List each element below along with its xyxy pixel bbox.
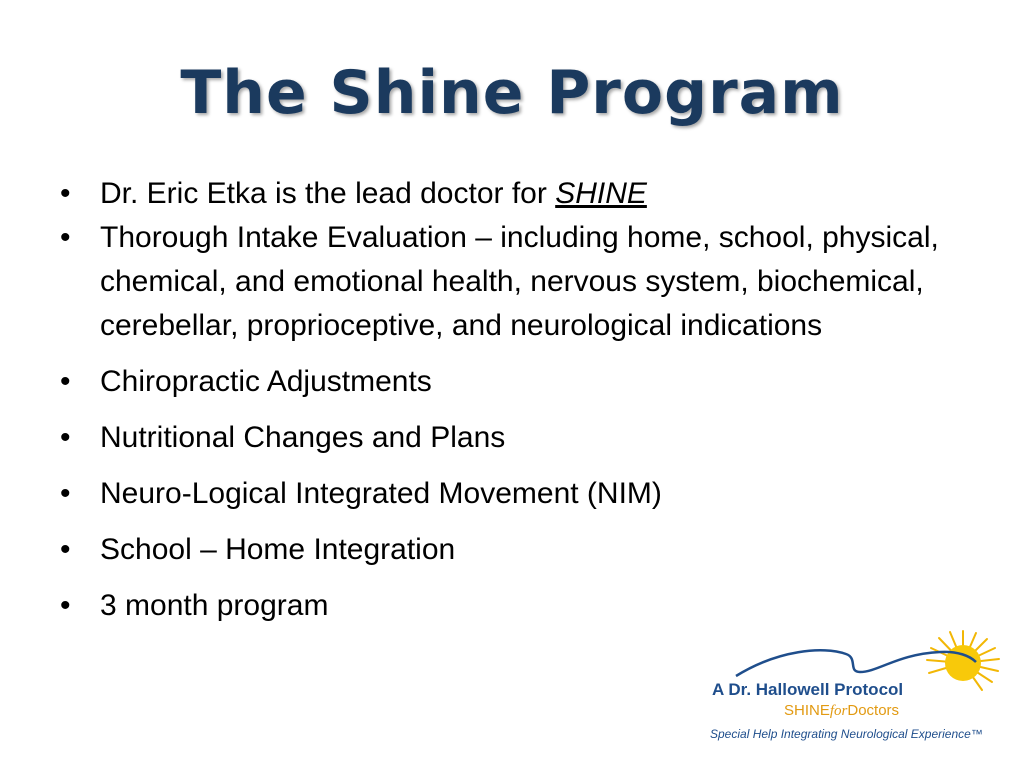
bullet-text: Chiropractic Adjustments: [100, 365, 432, 398]
bullet-list: [58, 172, 958, 628]
bullet-text: Neuro-Logical Integrated Movement (NIM): [100, 477, 662, 510]
logo-protocol-text: A Dr. Hallowell Protocol: [712, 680, 904, 699]
logo-shine-text: [784, 702, 899, 720]
bullet-text: Dr. Eric Etka is the lead doctor for: [100, 177, 556, 210]
bullet-item: [58, 216, 958, 348]
bullet-item: [58, 360, 958, 404]
bullet-text: School – Home Integration: [100, 533, 456, 566]
bullet-item: [58, 528, 958, 572]
bullet-item: [58, 172, 958, 216]
bullet-text: 3 month program: [100, 589, 329, 622]
logo-for-word: for: [829, 703, 848, 719]
bullet-item: [58, 472, 958, 516]
bullet-item: [58, 416, 958, 460]
logo-shine-word: SHINE: [784, 702, 830, 719]
bullet-item: [58, 584, 958, 628]
logo-doctors-word: Doctors: [847, 702, 900, 719]
bullet-emphasis: SHINE: [555, 177, 647, 210]
shine-logo: [708, 628, 1008, 758]
bullet-text: Nutritional Changes and Plans: [100, 421, 506, 454]
slide-title: The Shine Program: [180, 58, 844, 128]
bullet-text: Thorough Intake Evaluation – including home, school, physical, chemical, and emotional health, nervous system, biochemical, cerebellar, proprioceptive, and neurological indications: [100, 221, 939, 342]
logo-tagline: Special Help Integrating Neurological Experience™: [710, 727, 983, 741]
